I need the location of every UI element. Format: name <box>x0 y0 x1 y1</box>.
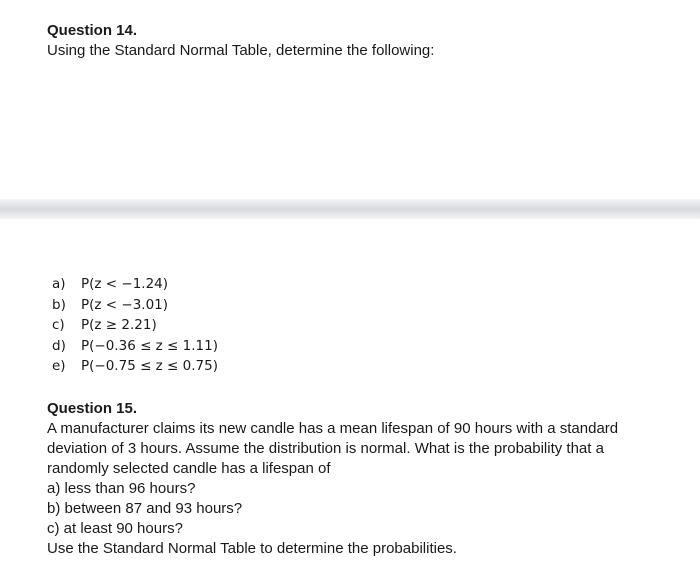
part-expression: P(−0.36 ≤ z ≤ 1.11) <box>81 337 218 354</box>
section-divider <box>0 199 700 219</box>
list-item <box>52 315 218 336</box>
list-item <box>52 336 218 357</box>
part-letter: b) <box>52 296 66 313</box>
part-expression: P(z < −1.24) <box>81 276 169 292</box>
part-letter: d) <box>52 337 66 354</box>
part-letter: c) <box>52 317 65 333</box>
part-letter: a) <box>52 276 66 292</box>
question-15-line: A manufacturer claims its new candle has a mean lifespan of 90 hours with a standard <box>47 420 619 437</box>
list-item <box>52 356 218 377</box>
list-item <box>52 274 218 295</box>
question-15-block <box>47 399 657 559</box>
question-15-line: a) less than 96 hours? <box>47 480 196 497</box>
question-14-parts-list <box>52 274 218 377</box>
question-15-title: Question 15. <box>47 400 138 417</box>
part-letter: e) <box>52 358 66 374</box>
part-expression: P(−0.75 ≤ z ≤ 0.75) <box>81 358 218 374</box>
part-expression: P(z ≥ 2.21) <box>81 317 157 333</box>
question-14-intro: Using the Standard Normal Table, determine the following: <box>47 42 435 59</box>
question-15-line: deviation of 3 hours. Assume the distribution is normal. What is the probability that a <box>47 440 604 457</box>
question-15-line: Use the Standard Normal Table to determine the probabilities. <box>47 540 457 557</box>
question-15-line: randomly selected candle has a lifespan of <box>47 460 331 477</box>
part-expression: P(z < −3.01) <box>81 296 169 313</box>
list-item <box>52 295 218 316</box>
question-15-line: b) between 87 and 93 hours? <box>47 500 243 517</box>
question-15-line: c) at least 90 hours? <box>47 520 183 537</box>
question-14-title: Question 14. <box>47 22 138 39</box>
